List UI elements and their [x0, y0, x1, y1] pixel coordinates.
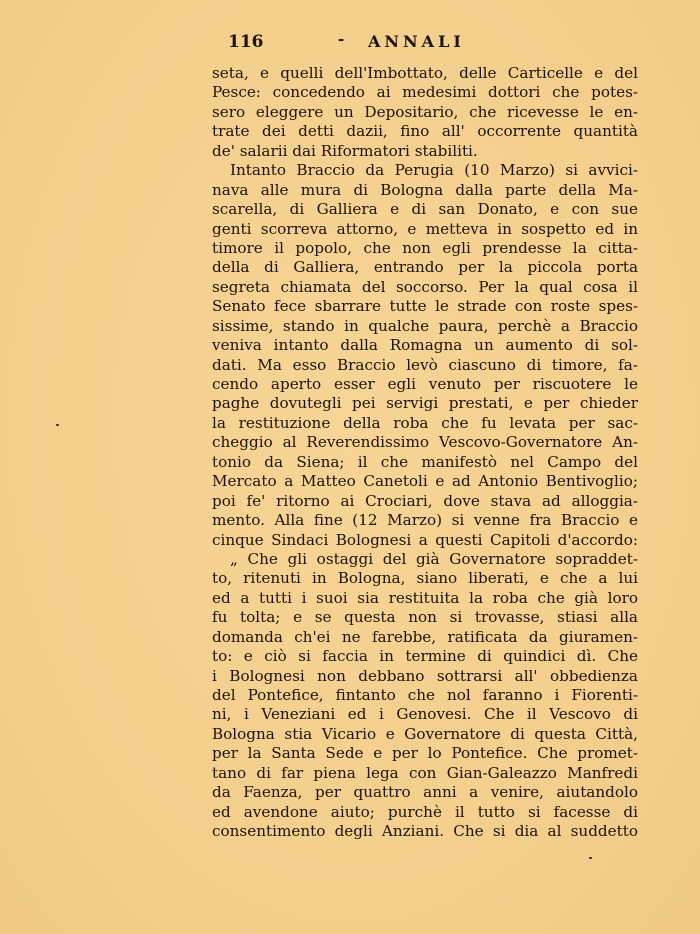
- text-line: della di Galliera, entrando per la piccola porta: [212, 258, 638, 277]
- text-line: del Pontefice, fintanto che nol faranno i Fiorenti-: [212, 686, 638, 704]
- page-header: [214, 32, 638, 56]
- text-line: tano di far piena lega con Gian-Galeazzo Manfredi: [212, 763, 638, 782]
- text-line: sissime, stando in qualche paura, perchè a Braccio: [212, 316, 638, 335]
- header-mark: -: [338, 30, 345, 48]
- text-line: „ Che gli ostaggi del già Governatore sopraddet-: [230, 549, 638, 568]
- text-line: Intanto Braccio da Perugia (10 Marzo) si avvici-: [230, 161, 638, 180]
- text-line: domanda ch'ei ne farebbe, ratificata da giuramen-: [212, 627, 638, 646]
- running-title: ANNALI: [368, 32, 465, 51]
- text-line: trate dei detti dazii, fino all' occorrente quantità: [212, 122, 638, 141]
- ink-speck: [589, 857, 592, 859]
- text-line: to: e ciò si faccia in termine di quindici dì. Che: [212, 647, 638, 666]
- body-text: [212, 64, 638, 842]
- text-line: ed a tutti i suoi sia restituita la roba che già loro: [212, 588, 638, 607]
- text-line: segreta chiamata del soccorso. Per la qual cosa il: [212, 277, 638, 296]
- text-line: per la Santa Sede e per lo Pontefice. Che promet-: [212, 744, 638, 763]
- text-line: de' salarii dai Riformatori stabiliti.: [212, 141, 478, 160]
- text-line: ni, i Veneziani ed i Genovesi. Che il Vescovo di: [212, 705, 638, 724]
- text-line: genti scorreva attorno, e metteva in sospetto ed in: [212, 219, 638, 238]
- text-line: seta, e quelli dell'Imbottato, delle Carticelle e del: [212, 64, 638, 82]
- text-line: Mercato a Matteo Canetoli e ad Antonio Bentivoglio;: [212, 472, 638, 491]
- text-line: paghe dovutegli pei servigi prestati, e per chieder: [212, 394, 638, 413]
- text-line: Pesce: concedendo ai medesimi dottori che potes-: [212, 83, 638, 102]
- text-line: consentimento degli Anziani. Che si dia al suddetto: [212, 822, 638, 841]
- text-line: cinque Sindaci Bolognesi a questi Capitoli d'accordo:: [212, 530, 638, 549]
- text-line: nava alle mura di Bologna dalla parte della Ma-: [212, 180, 638, 199]
- text-line: i Bolognesi non debbano sottrarsi all' obbedienza: [212, 666, 638, 685]
- text-line: cendo aperto esser egli venuto per riscuotere le: [212, 375, 638, 393]
- text-line: tonio da Siena; il che manifestò nel Campo del: [212, 452, 638, 471]
- page-number: 116: [228, 32, 264, 52]
- text-line: sero eleggere un Depositario, che ricevesse le en-: [212, 102, 638, 121]
- ink-speck: [56, 424, 59, 426]
- text-line: mento. Alla fine (12 Marzo) si venne fra Braccio e: [212, 511, 638, 530]
- text-line: poi fe' ritorno ai Crociari, dove stava ad alloggia-: [212, 491, 638, 510]
- text-line: Senato fece sbarrare tutte le strade con roste spes-: [212, 297, 638, 316]
- text-line: Bologna stia Vicario e Governatore di questa Città,: [212, 724, 638, 743]
- text-line: fu tolta; e se questa non si trovasse, stiasi alla: [212, 608, 638, 627]
- text-line: scarella, di Galliera e di san Donato, e con sue: [212, 200, 638, 219]
- text-line: dati. Ma esso Braccio levò ciascuno di timore, fa-: [212, 355, 638, 374]
- text-line: to, ritenuti in Bologna, siano liberati, e che a lui: [212, 569, 638, 588]
- text-line: cheggio al Reverendissimo Vescovo-Governatore An-: [212, 433, 638, 452]
- text-line: ed avendone aiuto; purchè il tutto si facesse di: [212, 802, 638, 821]
- text-line: da Faenza, per quattro anni a venire, aiutandolo: [212, 783, 638, 802]
- text-line: timore il popolo, che non egli prendesse la citta-: [212, 238, 638, 257]
- text-line: la restituzione della roba che fu levata per sac-: [212, 413, 638, 432]
- text-line: veniva intanto dalla Romagna un aumento di sol-: [212, 336, 638, 355]
